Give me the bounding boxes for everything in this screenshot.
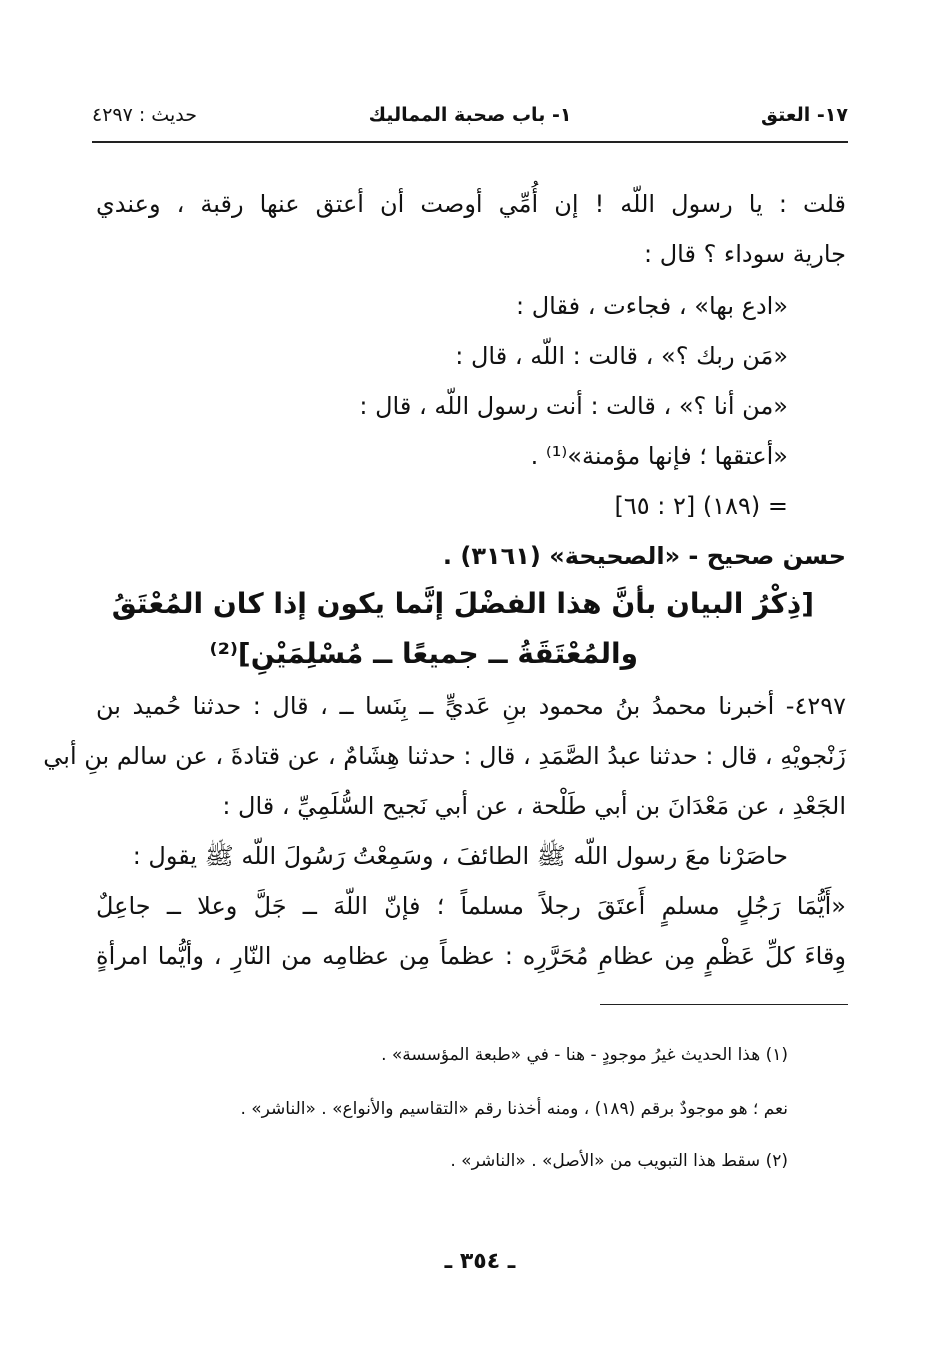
hadith-line: الجَعْدِ ، عن مَعْدَانَ بن أبي طَلْحة ، عن أبي نَجيح السُّلَمِيِّ ، قال : [222, 792, 846, 820]
running-header [92, 100, 848, 134]
header-hadith-number: حديث : ٤٢٩٧ [92, 104, 197, 126]
hadith-line: وِقاءَ كلِّ عَظْمٍ مِن عظامِ مُحَرَّرِه : عظماً مِن عظامِه من النّارِ ، وأيُّما امرأةٍ [96, 942, 846, 970]
chapter-heading: والمُعْتَقَةُ ــ جميعًا ــ مُسْلِمَيْنِ]⁽²⁾ [209, 637, 638, 670]
footnote: (١) هذا الحديث غيرُ موجودٍ - هنا - في «طبعة المؤسسة» . [381, 1045, 788, 1065]
hadith-line: حاصَرْنا معَ رسول اللّه ﷺ الطائفَ ، وسَمِعْتُ رَسُولَ اللّه ﷺ يقول : [132, 842, 788, 870]
header-chapter: ١٧- العتق [761, 104, 848, 126]
page-number: ـ ٣٥٤ ـ [444, 1249, 516, 1274]
footnote-rule [600, 1004, 848, 1005]
reference-line: = (١٨٩) [٢ : ٦٥] [614, 492, 788, 520]
hadith-line: زَنْجويْهِ ، قال : حدثنا عبدُ الصَّمَدِ ، قال : حدثنا هِشَامٌ ، عن قتادةَ ، عن سالم بنِ أبي [43, 742, 846, 770]
footnote: (٢) سقط هذا التبويب من «الأصل» . «الناشر» . [450, 1151, 788, 1171]
grading-line: حسن صحيح - «الصحيحة» (٣١٦١) . [442, 542, 846, 570]
hadith-line: ٤٢٩٧- أخبرنا محمدُ بنُ محمود بنِ عَديٍّ ــ بِنَسا ــ ، قال : حدثنا حُميد بن [96, 692, 846, 720]
text-line: قلت : يا رسول اللّه ! إن أُمِّي أوصت أن أعتق عنها رقبة ، وعندي [96, 190, 846, 218]
footnote: نعم ؛ هو موجودٌ برقم (١٨٩) ، ومنه أخذنا رقم «التقاسيم والأنواع» . «الناشر» . [240, 1099, 788, 1119]
text-line: «من أنا ؟» ، قالت : أنت رسول اللّه ، قال : [359, 392, 788, 420]
text-line: جارية سوداء ؟ قال : [644, 240, 846, 268]
text-line: «أعتقها ؛ فإنها مؤمنة»⁽¹⁾ . [530, 442, 788, 470]
header-section: ١- باب صحبة المماليك [368, 104, 572, 126]
hadith-line: «أَيُّمَا رَجُلٍ مسلمٍ أَعتَقَ رجلاً مسلماً ؛ فإنّ اللّهَ ــ جَلَّ وعلا ــ جاعِلٌ [96, 892, 846, 920]
chapter-heading: [ذِكْرُ البيان بأنَّ هذا الفضْلَ إنَّما يكون إذا كان المُعْتَقُ [111, 587, 814, 620]
header-rule [92, 141, 848, 143]
text-line: «ادع بها» ، فجاءت ، فقال : [516, 292, 788, 320]
text-line: «مَن ربك ؟» ، قالت : اللّه ، قال : [455, 342, 788, 370]
